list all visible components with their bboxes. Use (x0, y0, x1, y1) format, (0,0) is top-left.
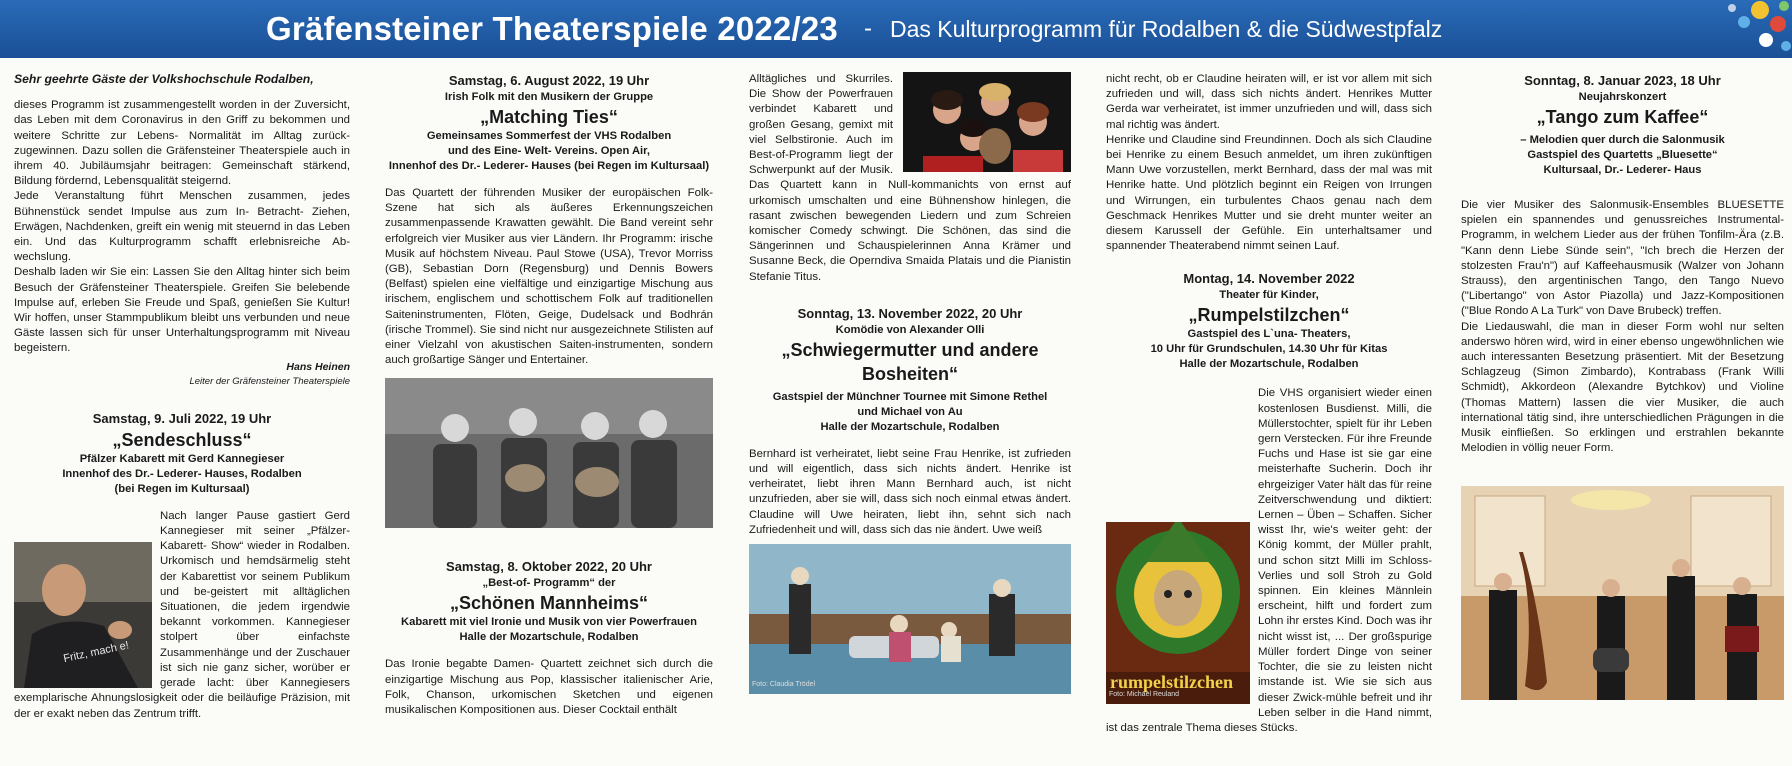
event-matching-ties-heading (385, 72, 713, 174)
event-description: Nach langer Pause gastiert Gerd Kannegieser mit seiner „Pfälzer-Kabarett- Show“ wieder in Rodalben. Urkomisch und hemdsärmelig steht der Kabarettist vor seinem Publikum und be-geistert mit alltäglichen Situationen, die jedem irgendwie bekannt vorkommen. Kannegieser stolpert über einfachste Zusammenhänge und der Zuschauer ist sich nie ganz sicher, worüber er gerade lacht: über Kannegiesers exemplarische Ahnungslosigkeit oder die beiläufige Präzision, mit der er exakt neben das Zentrum trifft. (14, 509, 350, 720)
event-date: Samstag, 9. Juli 2022, 19 Uhr (92, 410, 272, 426)
event-title: „Matching Ties“ (480, 107, 618, 127)
event-date: Sonntag, 13. November 2022, 20 Uhr (797, 305, 1023, 321)
column-3 (749, 72, 1071, 694)
event-date: Montag, 14. November 2022 (1183, 271, 1355, 287)
quartet-photo (1461, 486, 1784, 700)
event-description: Das Ironie begabte Damen- Quartett zeichnet sich durch die einzigartige Mischung aus Pop, klassischer italienischer Arie, Folk, Chanson, urkomischen Sketchen und eigenen musikalischen Kompositionen aus. Dieser Cocktail enthält (385, 658, 713, 717)
event-date: Samstag, 8. Oktober 2022, 20 Uhr (446, 559, 652, 575)
event-detail: Kultursaal, Dr.- Lederer- Haus (1543, 164, 1702, 176)
decorative-dots-icon (1682, 0, 1792, 58)
banner-header (0, 0, 1792, 58)
event-title: „Schönen Mannheims“ (449, 593, 649, 614)
banner-title: Gräfensteiner Theaterspiele 2022/23 (266, 10, 838, 47)
schwiegermutter-photo (749, 544, 1071, 694)
intro-paragraph-1: dieses Programm ist zusammengestellt worden in der Zuversicht, das Leben mit dem Coronavirus in den Griff zu bekommen und weitere Schritte zur Lebens- Normalität im Alltag zurück-zugewinnen. Dazu sollen die Gräfensteiner Theaterspiele auch in ihrem 40. Jubiläumsjahr beitragen: Gemeinschaft stärkend, Bildung fördernd, Lebensqualität steigernd. (14, 99, 350, 188)
event-detail: 10 Uhr für Grundschulen, 14.30 Uhr für Kitas (1150, 343, 1388, 356)
banner-separator: - (863, 15, 872, 42)
event-description-continued: Alltägliches und Skurriles. Die Show der Powerfrauen verbindet Kabarett und großen Gesang, gemixt mit viel Selbstironie. Auch im Best-of-Programm liegt der Schwerpunkt auf der Musik. Das Quartett kann in Null-kommanichts von ernst auf urkomisch umschalten und eine Bühnenshow hinlegen, die rasant zwischen bewegenden Liedern und zum Schreien komischer Comedy schwingt. Die Schönen, das sind die Sängerinnen und Schauspielerinnen Anna Krämer und Susanne Beck, die Operndiva Smaida Platais und die Pianistin Stefanie Titus. (749, 73, 1071, 283)
stage-photo (749, 544, 1071, 694)
event-subtitle: „Best-of- Programm“ der (482, 577, 616, 590)
event-detail: und des Eine- Welt- Vereins. Open Air, (447, 145, 651, 157)
event-subtitle: Neujahrskonzert (1578, 91, 1667, 103)
banner-subtitle: Das Kulturprogramm für Rodalben & die Südwestpfalz (889, 15, 1443, 42)
event-subtitle: Theater für Kinder, (1219, 289, 1319, 302)
event-description: Die Liedauswahl, die man in dieser Form wohl nur selten anderswo hören wird, wird in einer ebenso ungewöhnlichen wie auch interessanten Besetzung präsentiert. Mit der Besetzung Schlagzeug (Simon Zimbardo), Kontrabass (Frank Willi Schmidt), Akkordeon (Alexandre Bytchkov) und Violine (Thomas Mattern) lassen die vier Musiker, die auch international tätig sind, ihre unterschiedlichen Prägungen in die Musik einfließen. So erklingen und erstrahlen bekannte Melodien in völlig neuer Form. (1461, 320, 1784, 455)
event-schwiegermutter-heading (749, 305, 1071, 435)
event-date: Samstag, 6. August 2022, 19 Uhr (448, 73, 650, 88)
event-title: „Rumpelstilzchen“ (1188, 305, 1350, 326)
event-detail: (bei Regen im Kultursaal) (114, 482, 250, 495)
signature-role: Leiter der Gräfensteiner Theaterspiele (189, 375, 350, 387)
event-title: „Sendeschluss“ (112, 429, 252, 450)
photo-credit: Foto: Michael Reuland (1109, 691, 1180, 699)
event-detail: Pfälzer Kabarett mit Gerd Kannegieser (79, 452, 285, 465)
event-subtitle: Komödie von Alexander Olli (835, 323, 985, 336)
event-description-continued: nicht recht, ob er Claudine heiraten will, er ist vor allem mit sich zufrieden und will, dass sich nichts ändert. Henrikes Mutter Gerda war verheiratet, ist immer unzufrieden und will, dass sich mal richtig was ändert. (1106, 73, 1432, 131)
shirt-print: Fritz, mach e! (62, 639, 131, 665)
event-detail: Gemeinsames Sommerfest der VHS Rodalben (426, 130, 672, 142)
event-detail: und Michael von Au (857, 405, 963, 418)
event-description: Das Quartett der führenden Musiker der europäischen Folk- Szene hat sich als äußeres Erkennungszeichen zusammenpassende Krawatten gewählt. Die Band vereint sehr erfolgreich vier Musiker aus vier Ländern. Ihr Programm: irische Musik auf höchstem Niveau. Paul Stowe (USA), Trevor Morriss (GB), Sebastian Dorn (Regensburg) und Dennis Bowers (Belfast) spielen eine vielfältige und einzigartige Mischung aus irischem, englischem und schottischem Folk auf traditionellen Saiteninstrumenten, Flöten, Geige, Dudelsack und Bodhrán (irische Trommel). Sie sind nicht nur ausgezeichnete Stilisten auf einer Vielzahl von akustischen Saiten-instrumenten, sondern auch großartige Sänger und Entertainer. (385, 187, 713, 367)
poster-title: rumpelstilzchen (1110, 672, 1233, 693)
event-detail: Halle der Mozartschule, Rodalben (459, 631, 639, 644)
event-title: „Schwiegermutter und andere Bosheiten“ (781, 339, 1039, 384)
rumpelstilzchen-poster (1106, 522, 1250, 704)
event-detail: – Melodien quer durch die Salonmusik (1520, 134, 1725, 146)
band-photo (385, 378, 713, 528)
event-detail: Gastspiel des L`una- Theaters, (1187, 328, 1351, 341)
event-detail: Innenhof des Dr.- Lederer- Hauses, Rodalben (62, 467, 302, 480)
event-detail: Halle der Mozartschule, Rodalben (1179, 358, 1359, 371)
event-title: „Tango zum Kaffee“ (1536, 107, 1709, 127)
event-detail: Kabarett mit viel Ironie und Musik von vier Powerfrauen (401, 616, 697, 629)
event-detail: Gastspiel des Quartetts „Bluesette“ (1527, 149, 1718, 161)
kabarettist-photo (14, 542, 152, 688)
event-rumpelstilzchen-heading (1106, 270, 1432, 372)
event-description-continued: Henrike und Claudine sind Freundinnen. Doch als sich Claudine bei Henrike zu einem Besuch anmeldet, um ihren zukünftigen Mann Uwe vorzustellen, merkt Bernhard, dass der mal was mit Henrike hatte. Und plötzlich beginnt ein Reigen von Irrungen und Wirrungen, ein turbulentes Chaos genau nach dem Geschmack Henrikes Mutter und sie dreht munter weiter an diesem Karussell der Gefühle. Ein unterhaltsamer und spannender Theaterabend nimmt seinen Lauf. (1106, 133, 1432, 253)
event-description: Die vier Musiker des Salonmusik-Ensembles BLUESETTE spielen ein spannendes und genussreiches Instrumental-Programm, in welchem Lieder aus der frühen Tonfilm-Ära (z.B. "Kann denn Liebe Sünde sein", "Ich brech die Herzen der stolzesten Frau'n") auf Kaffeehausmusik (Walzer von Johann Strauss), den argentinischen Tango, den Tango Nuevo ("Libertango" von Astor Piazolla) und Jazz-Kompositionen ("Blue Rondo A La Turk" von Dave Brubeck) treffen. (1461, 199, 1784, 318)
photo-credit: Foto: Claudia Trödel (752, 680, 816, 688)
poster-image (1106, 522, 1250, 704)
greeting: Sehr geehrte Gäste der Volkshochschule Rodalben, (14, 72, 314, 86)
intro-paragraph-2: Jede Veranstaltung führt Menschen zusammen, jedes Bühnenstück sendet Impulse aus zum In- Betracht- Ziehen, Erwägen, Nachdenken, greift ein wenig mit steuernd in das Leben ein. Und das Kulturprogramm schafft erlebnisreiche Ab-wechslung. (14, 190, 350, 264)
column-5 (1461, 72, 1784, 700)
event-detail: Innenhof des Dr.- Lederer- Hauses (bei Regen im Kultursaal) (388, 160, 710, 172)
powerfrauen-photo (903, 72, 1071, 172)
intro-paragraph-3: Deshalb laden wir Sie ein: Lassen Sie den Alltag hinter sich beim Besuch der Gräfensteiner Theaterspiele. Greifen Sie belebende Impulse auf, erleben Sie Freude und Spaß, genießen Sie Kultur! Wir hoffen, unser Stammpublikum bleibt uns verbunden und neue Gäste lassen sich für unser Unterhaltungsprogramm mit Niveau begeistern. (14, 266, 350, 355)
event-description: Die VHS organisiert wieder einen kostenlosen Busdienst. Milli, die Müllerstochter, spielt für ihr Leben gern Verstecken. Für ihre Freunde Fuchs und Hase ist sie gar eine meisterhafte Sucherin. Doch ihr ehrgeiziger Vater hält das für reine Zeitverschwendung und diktiert: Lernen – Üben – Schaffen. Sicher wisst Ihr, wie's weiter geht: der König kommt, der Müller prahlt, und schon sitzt Milli im Schloss-Verlies und soll Stroh zu Gold spinnen. Ein kleines Männlein erscheint, hilft und fordert zum Lohn ihr erstes Kind. Doch was ihr nicht wisst ist, ... Der großspurige Müller fordert Dinge von seiner Tochter, die sie zu leisten nicht imstande ist. Wie sie sich aus dieser Zwick-mühle befreit und ihr Leben selber in die Hand nimmt, ist das zentrale Thema dieses Stücks. (1106, 387, 1432, 734)
column-2 (385, 72, 713, 718)
event-detail: Gastspiel der Münchner Tournee mit Simone Rethel (772, 390, 1048, 403)
column-intro (14, 72, 350, 722)
event-schoene-mannheims-heading (385, 558, 713, 645)
signature: Hans Heinen (286, 360, 350, 373)
event-detail: Halle der Mozartschule, Rodalben (820, 420, 1000, 433)
event-subtitle: Irish Folk mit den Musikern der Gruppe (444, 91, 654, 103)
column-4 (1106, 72, 1432, 736)
event-description: Bernhard ist verheiratet, liebt seine Frau Henrike, ist zufrieden und will eigentlich, dass sich nichts ändert. Henrike ist verheiratet, liebt ihren Mann Bernhard auch, ist nicht unzufrieden, aber sie will, dass sich noch einmal etwas ändert. Claudine will Uwe heiraten, liebt ihn, sehnt sich nach Zufriedenheit und will, dass sich das nie ändert. Uwe weiß (749, 447, 1071, 536)
event-sendeschluss-heading (14, 410, 350, 497)
event-tango-heading (1461, 72, 1784, 178)
event-date: Sonntag, 8. Januar 2023, 18 Uhr (1524, 73, 1721, 88)
